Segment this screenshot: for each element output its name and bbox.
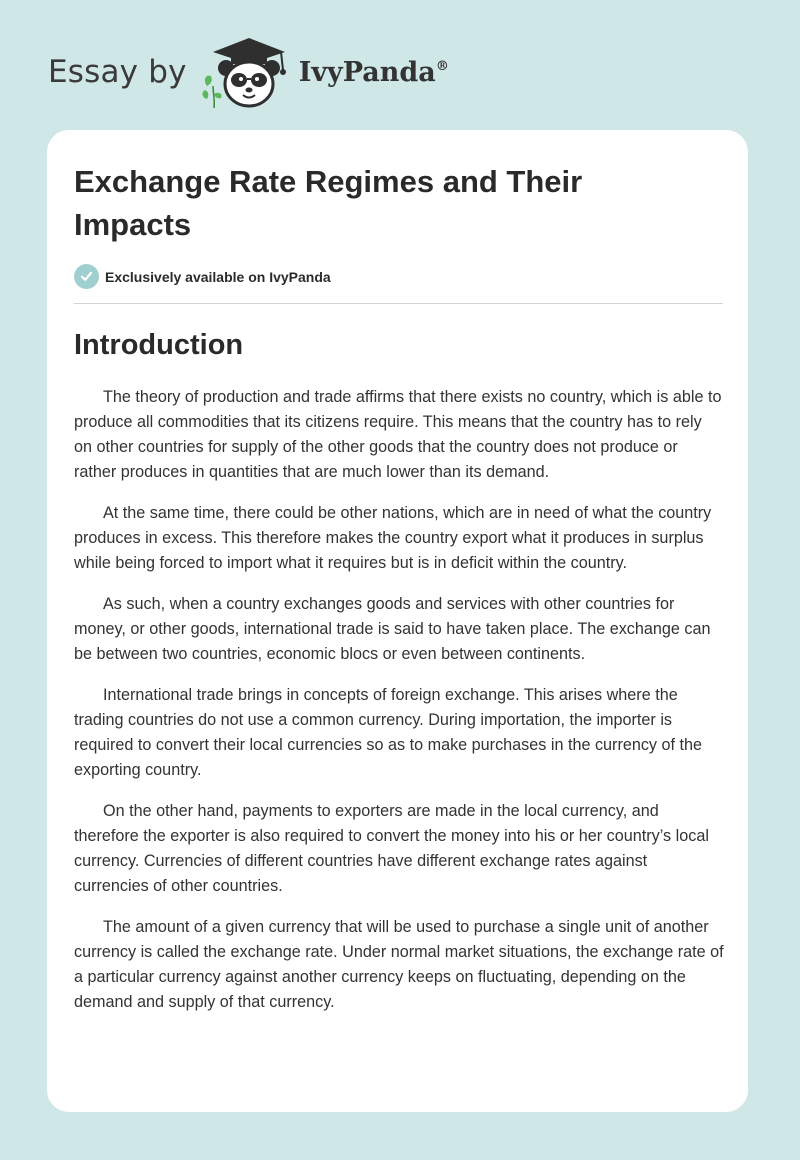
section-heading: Introduction — [74, 329, 244, 361]
site-header — [48, 34, 449, 110]
brand-text: IvyPanda — [298, 56, 436, 88]
registered-mark: ® — [435, 58, 449, 74]
panda-graduate-logo-icon[interactable] — [201, 34, 297, 110]
paragraph: The theory of production and trade affirms that there exists no country, which is able to produce all commodities that its citizens require. This means that the country has to rely on other countries for supply of the other goods that the country does not produce or rather produces in quantities that are much lower than its demand. — [74, 388, 722, 481]
paragraph: The amount of a given currency that will be used to purchase a single unit of another currency is called the exchange rate. Under normal market situations, the exchange rate of a particular currency against another currency keeps on fluctuating, depending on the demand and supply of that currency. — [74, 918, 724, 1011]
essay-title: Exchange Rate Regimes and Their Impacts — [74, 164, 583, 242]
paragraph: At the same time, there could be other nations, which are in need of what the country produces in excess. This therefore makes the country export what it produces in surplus while being forced to import what it requires but is in deficit within the country. — [74, 504, 712, 572]
divider — [74, 303, 723, 304]
paragraph: International trade brings in concepts of foreign exchange. This arises where the trading countries do not use a common currency. During importation, the importer is required to convert their local currencies so as to make purchases in the currency of the exporting country. — [74, 686, 703, 779]
checkmark-icon — [74, 264, 99, 289]
exclusive-notice — [74, 264, 331, 289]
article-body — [74, 385, 724, 1031]
exclusive-label: Exclusively available on IvyPanda — [105, 268, 331, 285]
paragraph: On the other hand, payments to exporters are made in the local currency, and therefore the exporter is also required to convert the money into his or her country’s local currency. Currencies of different countries have different exchange rates against currencies of other countries. — [74, 802, 709, 895]
essay-card — [47, 130, 748, 1112]
paragraph: As such, when a country exchanges goods and services with other countries for money, or other goods, international trade is said to have taken place. The exchange can be between two countries, economic blocs or even between continents. — [74, 595, 711, 663]
brand-name[interactable] — [299, 57, 449, 88]
essay-by-label: Essay by — [48, 54, 187, 90]
